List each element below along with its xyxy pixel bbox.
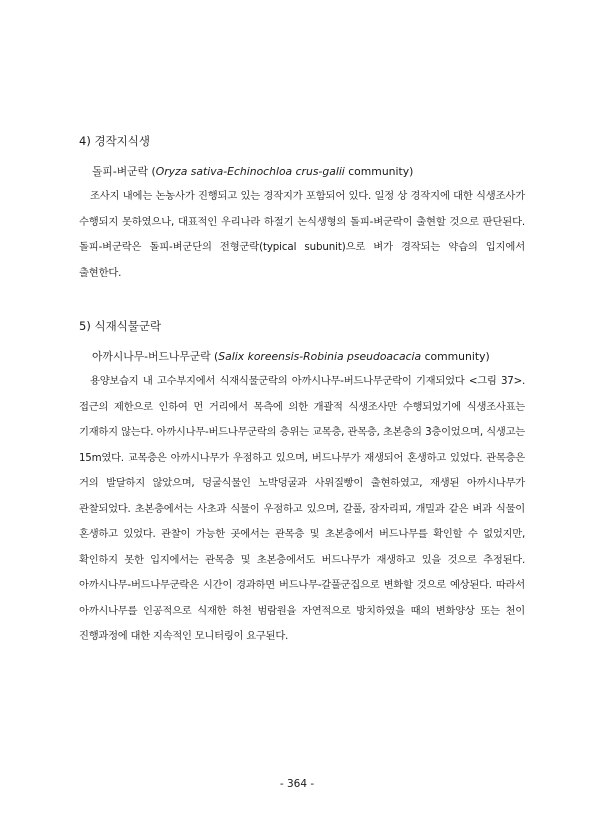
body-paragraph: 용양보습지 내 고수부지에서 식재식물군락의 아까시나무-버드나무군락이 기재되었다 <그림 37>. 접근의 제한으로 인하여 먼 거리에서 목측에 의한 개괄적 식생조사만 수행되었기에 식생조사표는 기재하지 않는다. 아까시나무-버드나무군락의 층위는 교목층, 관목층, 초본층의 3층이었으며, 식생고는 15m였다. 교목층은 아까시나무가 우점하고 있으며, 버드나무가 재생되어 혼생하고 있었다. 관목층은 거의 발달하지 않았으며, 덩굴식물인 노박덩굴과 사위질빵이 출현하였고, 재생된 아까시나무가 관찰되었다. 초본층에서는 사초과 식물이 우점하고 있으며, 갈풀, 잠자리피, 개밀과 같은 벼과 식물이 혼생하고 있었다. 관찰이 가능한 곳에서는 관목층 및 초본층에서 버드나무를 확인할 수 없었지만, 확인하지 못한 입지에서는 관목층 및 초본층에서도 버드나무가 재생하고 있을 것으로 추정된다. 아까시나무-버드나무군락은 시간이 경과하면 버드나무-갈풀군집으로 변화할 것으로 예상된다. 따라서 아까시나무를 인공적으로 식재한 하천 범람원을 자연적으로 방치하였을 때의 변화양상 또는 천이 진행과정에 대한 지속적인 모니터링이 요구된다.: [79, 375, 525, 642]
community-name: 돌피-벼군락 (: [92, 165, 156, 178]
section-planted-vegetation: [79, 318, 525, 650]
community-title: [92, 164, 525, 179]
community-suffix: community): [421, 350, 490, 363]
scientific-name: Salix koreensis-Robinia pseudoacacia: [218, 350, 422, 363]
community-title: [92, 349, 525, 364]
community-name: 아까시나무-버드나무군락 (: [92, 350, 219, 363]
scientific-name: Oryza sativa-Echinochloa crus-galii: [155, 165, 345, 178]
section-heading: 4) 경작지식생: [79, 134, 151, 148]
community-suffix: community): [344, 165, 414, 178]
section-cropland-vegetation: [79, 133, 525, 287]
body-paragraph: 조사지 내에는 논농사가 진행되고 있는 경작지가 포함되어 있다. 일정 상 경작지에 대한 식생조사가 수행되지 못하였으나, 대표적인 우리나라 하절기 논식생형의 돌피-벼군락이 출현할 것으로 판단된다. 돌피-벼군락은 돌피-벼군단의 전형군락(typical subunit)으로 벼가 경작되는 약습의 입지에서 출현한다.: [79, 190, 525, 280]
section-heading: 5) 식재식물군락: [79, 319, 162, 333]
page-number: - 364 -: [279, 778, 315, 790]
